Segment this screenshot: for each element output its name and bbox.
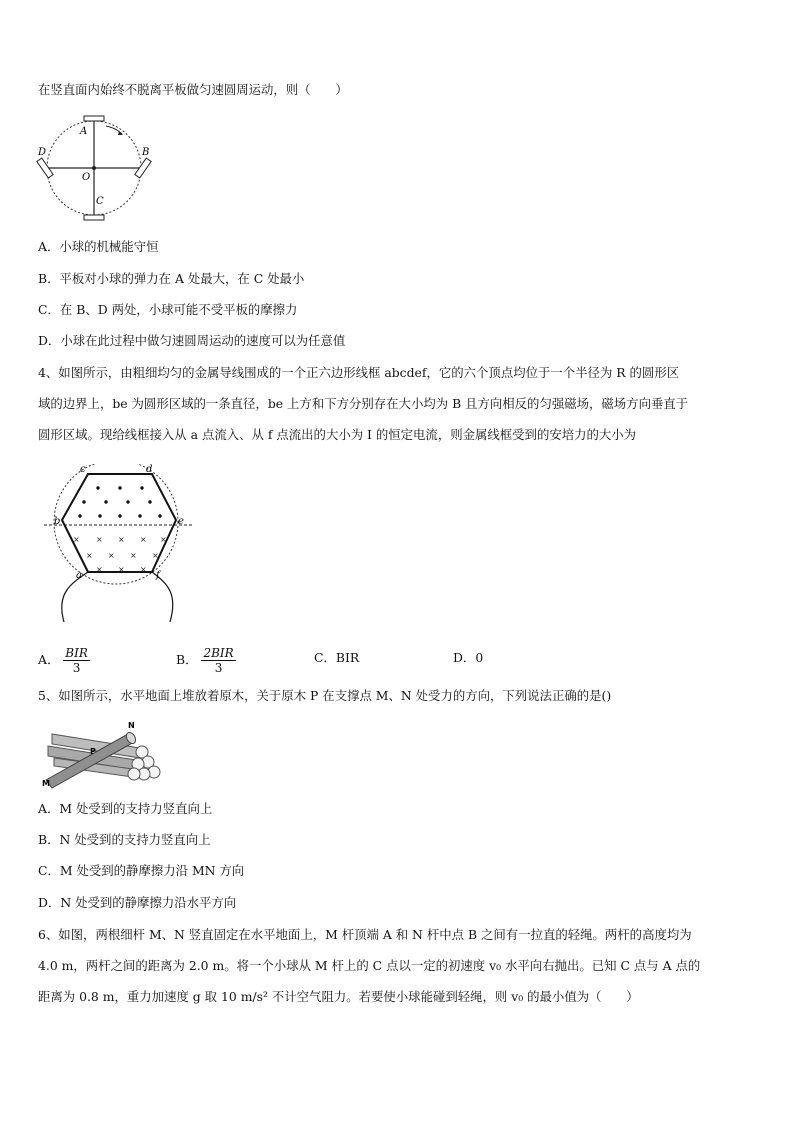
label-p: P <box>90 747 96 756</box>
q4-stem-line2: 域的边界上，be 为圆形区域的一条直径，be 上方和下方分别存在大小均为 B 且方向相反的匀强磁场，磁场方向垂直于 <box>38 396 689 411</box>
svg-text:×: × <box>96 535 103 544</box>
q4-option-a-fraction <box>63 646 90 675</box>
svg-text:×: × <box>73 535 80 544</box>
q4-stem-line1: 4、如图所示，由粗细均匀的金属导线围成的一个正六边形线框 abcdef，它的六个顶点均位于一个半径为 R 的圆形区 <box>38 365 680 380</box>
q4-option-b-numerator: 2BIR <box>203 646 234 660</box>
q5-stem: 5、如图所示，水平地面上堆放着原木，关于原木 P 在支撑点 M、N 处受力的方向，下列说法正确的是() <box>38 688 612 703</box>
label-d: d <box>146 464 153 475</box>
svg-text:×: × <box>96 565 103 574</box>
q6-stem-line3: 距离为 0.8 m，重力加速度 g 取 10 m/s² 不计空气阻力。若要使小球能碰到轻绳，则 v₀ 的最小值为（ ） <box>38 989 639 1004</box>
svg-text:×: × <box>152 551 159 560</box>
q4-option-b-denominator: 3 <box>214 661 223 675</box>
svg-text:×: × <box>86 551 93 560</box>
q4-option-d: D．0 <box>453 650 484 665</box>
q6-stem-line2: 4.0 m，两杆之间的距离为 2.0 m。将一个小球从 M 杆上的 C 点以一定的初速度 v₀ 水平向右抛出。已知 C 点与 A 点的 <box>38 958 701 973</box>
q4-hexagon-figure <box>40 464 200 624</box>
q4-option-c: C．BIR <box>314 650 360 665</box>
q4-option-b-fraction <box>201 646 235 675</box>
label-b: b <box>54 516 61 527</box>
label-n: N <box>128 721 135 730</box>
q4-option-a-prefix: A． <box>38 652 60 667</box>
svg-text:×: × <box>160 535 167 544</box>
q5-logs-figure <box>40 714 168 790</box>
label-a: A <box>80 126 88 137</box>
label-b: B <box>142 147 150 158</box>
svg-text:×: × <box>118 535 125 544</box>
label-c: c <box>80 464 86 475</box>
q5-option-a: A．M 处受到的支持力竖直向上 <box>38 801 213 816</box>
svg-text:×: × <box>140 565 147 574</box>
q3-option-b: B．平板对小球的弹力在 A 处最大，在 C 处最小 <box>38 271 305 286</box>
q3-option-d: D．小球在此过程中做匀速圆周运动的速度可以为任意值 <box>38 333 346 348</box>
svg-text:×: × <box>118 565 125 574</box>
label-e: e <box>178 516 184 527</box>
svg-text:×: × <box>130 551 137 560</box>
q4-option-b <box>176 646 236 675</box>
label-o: O <box>82 172 91 183</box>
q3-option-c: C．在 B、D 两处，小球可能不受平板的摩擦力 <box>38 302 298 317</box>
q5-option-b: B．N 处受到的支持力竖直向上 <box>38 832 211 847</box>
label-a: a <box>76 570 82 581</box>
label-c: C <box>96 196 104 207</box>
q3-circle-figure <box>36 112 156 224</box>
label-m: M <box>42 779 50 788</box>
q4-option-a <box>38 646 90 675</box>
q4-stem-line3: 圆形区域。现给线框接入从 a 点流入、从 f 点流出的大小为 I 的恒定电流，则金属线框受到的安培力的大小为 <box>38 427 637 442</box>
q5-option-c: C．M 处受到的静摩擦力沿 MN 方向 <box>38 863 245 878</box>
label-f: f <box>156 570 160 581</box>
q4-option-a-denominator: 3 <box>72 661 81 675</box>
label-d: D <box>38 147 47 158</box>
q6-stem-line1: 6、如图，两根细杆 M、N 竖直固定在水平地面上，M 杆顶端 A 和 N 杆中点 B 之间有一拉直的轻绳。两杆的高度均为 <box>38 927 692 942</box>
q3-stem-tail: 在竖直面内始终不脱离平板做匀速圆周运动，则（ ） <box>38 82 348 97</box>
svg-text:×: × <box>140 535 147 544</box>
svg-text:×: × <box>108 551 115 560</box>
q5-option-d: D．N 处受到的静摩擦力沿水平方向 <box>38 895 237 910</box>
q3-option-a: A．小球的机械能守恒 <box>38 239 159 254</box>
q4-option-b-prefix: B． <box>176 652 198 667</box>
q4-option-a-numerator: BIR <box>65 646 88 660</box>
